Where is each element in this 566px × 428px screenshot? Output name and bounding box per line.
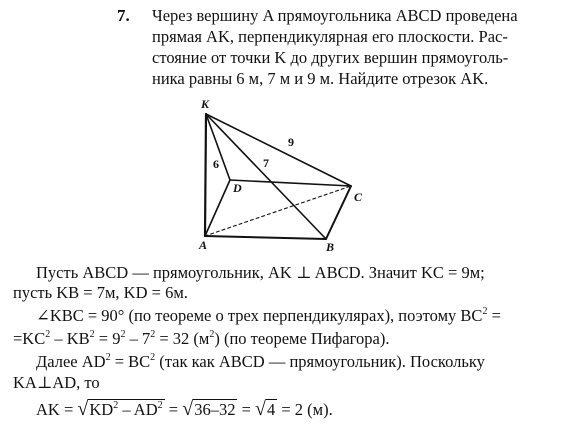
sqrt-sign: √ xyxy=(182,398,194,420)
sol-l4a: =KC xyxy=(13,329,46,348)
diagonal-AC-dashed xyxy=(205,186,351,236)
exp: 2 xyxy=(45,329,51,340)
sol-l7h: = 2 (м). xyxy=(277,400,333,419)
exp: 2 xyxy=(120,329,126,340)
problem-line-3: стояние от точки K до других вершин прямоуголь- xyxy=(152,48,509,67)
problem-line-4: ника равны 6 м, 7 м и 9 м. Найдите отрезок AK. xyxy=(152,69,489,88)
sol-l7b: KD xyxy=(89,400,114,419)
label-B: B xyxy=(326,240,335,254)
edge-KB xyxy=(206,114,326,239)
sol-l4c: = 9 xyxy=(94,329,121,348)
solution-line-3 xyxy=(36,306,501,326)
radicand-3: 4 xyxy=(266,400,276,419)
label-C: C xyxy=(354,190,363,204)
sqrt-sign: √ xyxy=(77,398,89,420)
exp: 2 xyxy=(150,352,156,363)
solution-line-4 xyxy=(13,329,389,349)
sol-l3b: = xyxy=(487,306,501,325)
edge-DC xyxy=(230,180,351,186)
sol-l4f: ) (по теореме Пифагора). xyxy=(214,329,390,348)
sol-l3a: ∠KBC = 90° (по теореме о трех перпендикулярах), поэтому BC xyxy=(36,306,483,325)
radicand-1 xyxy=(88,399,164,419)
exp: 2 xyxy=(113,400,119,411)
exp: 2 xyxy=(157,400,163,411)
solution-line-7 xyxy=(36,400,333,420)
edge-AB xyxy=(205,236,326,239)
problem-line-1: Через вершину A прямоугольника ABCD проведена xyxy=(152,6,518,25)
sol-l5b: = BC xyxy=(110,352,151,371)
label-D: D xyxy=(233,181,242,195)
sol-l4e: = 32 (м xyxy=(155,329,210,348)
problem-line-2: прямая AK, перпендикулярная его плоскости. Рас- xyxy=(152,27,508,46)
problem-number: 7. xyxy=(117,6,130,25)
sol-l5a: Далее AD xyxy=(36,352,106,371)
sol-l4b: – KB xyxy=(50,329,90,348)
exp: 2 xyxy=(209,329,215,340)
sol-l7f: = xyxy=(237,400,255,419)
exp: 2 xyxy=(150,329,156,340)
sol-l4d: – 7 xyxy=(125,329,151,348)
label-A: A xyxy=(199,238,208,252)
solution-line-5 xyxy=(36,352,485,372)
solution-line-2: пусть KB = 7м, KD = 6м. xyxy=(13,283,188,302)
sol-l7d: = xyxy=(164,400,183,419)
label-K: K xyxy=(201,97,210,111)
sol-l7c: – AD xyxy=(118,400,158,419)
radicand-2: 36–32 xyxy=(194,400,236,419)
sol-l5c: (так как ABCD — прямоугольник). Поскольку xyxy=(155,352,485,371)
length-KC: 9 xyxy=(288,135,294,149)
sol-l7a: AK = xyxy=(36,400,78,419)
solution-line-6: KA⊥AD, то xyxy=(13,373,100,392)
edge-KA xyxy=(205,114,206,236)
exp: 2 xyxy=(482,306,488,317)
exp: 2 xyxy=(89,329,95,340)
edge-BC xyxy=(326,186,351,239)
length-KD: 6 xyxy=(213,157,219,171)
sqrt-sign: √ xyxy=(255,398,266,420)
exp: 2 xyxy=(105,352,111,363)
solution-line-1: Пусть ABCD — прямоугольник, AK ⊥ ABCD. Значит KC = 9м; xyxy=(36,263,485,282)
edge-AD xyxy=(205,180,230,236)
length-KB: 7 xyxy=(263,156,269,170)
